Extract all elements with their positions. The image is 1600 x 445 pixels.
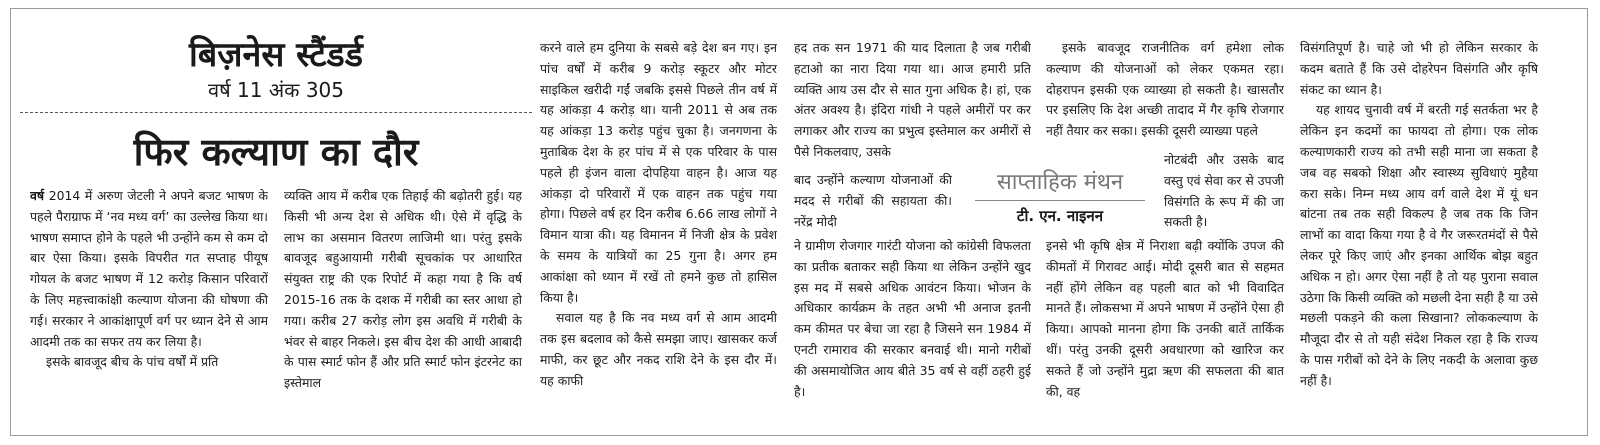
divider — [20, 112, 532, 113]
masthead — [20, 34, 532, 102]
article-column-1 — [30, 186, 268, 426]
issue-number: वर्ष 11 अंक 305 — [207, 78, 344, 102]
paragraph: सवाल यह है कि नव मध्य वर्ग से आम आदमी तक इस बदलाव को कैसे समझा जाए। खासकर कर्ज माफी, कर छूट और नकद राशि देने के इस दौर में। यह काफी — [540, 310, 777, 388]
paragraph: इसके बावजूद बीच के पांच वर्षों में प्रति — [46, 354, 219, 370]
paragraph: हद तक सन 1971 की याद दिलाता है जब गरीबी हटाओ का नारा दिया गया था। आज हमारी प्रति व्यक्ति आय उस दौर से सात गुना अधिक है। हां, एक अंतर अवश्य है। इंदिरा गांधी ने पहले अमीरों पर कर लगाकर और राज्य का प्रभुत्व इस्तेमाल कर अमीरों से पैसे निकलवाए, उसके — [794, 40, 1031, 159]
column-label: साप्ताहिक मंथन — [996, 170, 1124, 195]
article-column-4 — [794, 38, 1031, 164]
article-column-5-bottom — [1046, 236, 1284, 426]
article-column-4-bottom — [794, 236, 1031, 426]
paragraph: यह शायद चुनावी वर्ष में बरती गई सतर्कता भर है लेकिन इन कदमों का फायदा तो होगा। एक लोक कल्याणकारी राज्य को तभी सही माना जा सकता है जब वह सबको शिक्षा और स्वास्थ्य सुविधाएं मुहैया करा सके। निम्न मध्य आय वर्ग वाले देश में यूं धन बांटना तब तक सही विकल्प है जब तक कि जिन लाभों का वादा किया गया है वे गैर जरूरतमंदों से पैसे लेकर पूरे किए जाएं और इनका आर्थिक बोझ बहुत अधिक न हो। अगर ऐसा नहीं है तो यह पुराना सवाल उठेगा कि किसी व्यक्ति को मछली देना सही है या उसे मछली पकड़ने की कला सिखाना? लोककल्याण के मौजूदा दौर से तो यही संदेश निकल रहा है कि राज्य के पास गरीबों को देने के लिए नकदी के अलावा कुछ नहीं है। — [1300, 102, 1538, 388]
divider — [975, 200, 1145, 201]
paragraph: इनसे भी कृषि क्षेत्र में निराशा बढ़ी क्योंकि उपज की कीमतों में गिरावट आई। मोदी दूसरी बात से सहमत नहीं होंगे लेकिन वह पहली बात को भी विवादित मानते हैं। लोकसभा में अपने भाषण में उन्होंने ऐसा ही किया। आपको मानना होगा कि उनकी बातें तार्किक थीं। परंतु उनकी दूसरी अवधारणा को खारिज कर सकते हैं जो उन्होंने मुद्रा ऋण की सफलता की बात की, वह — [1046, 238, 1284, 399]
article-column-5-wrap — [1164, 150, 1284, 236]
article-column-5 — [1046, 38, 1284, 164]
paragraph: विसंगतिपूर्ण है। चाहे जो भी हो लेकिन सरकार के कदम बताते हैं कि उसे दोहरेपन विसंगति और कृषि संकट का ध्यान है। — [1300, 40, 1538, 97]
paragraph: व्यक्ति आय में करीब एक तिहाई की बढ़ोतरी हुई। यह किसी भी अन्य देश से अधिक थी। ऐसे में वृद्धि के लाभ का असमान वितरण लाजिमी था। परंतु इसके बावजूद बहुआयामी गरीबी सूचकांक पर आधारित संयुक्त राष्ट्र की एक रिपोर्ट में कहा गया है कि वर्ष 2015-16 तक के दशक में गरीबी का स्तर आधा हो गया। करीब 27 करोड़ लोग इस अवधि में गरीबी के भंवर से बाहर निकले। इस बीच देश की आधी आबादी के पास स्मार्ट फोन हैं और प्रति स्मार्ट फोन इंटरनेट का इस्तेमाल — [284, 188, 522, 391]
article-column-4-wrap — [794, 170, 952, 234]
article-column-6 — [1300, 38, 1538, 428]
author-name: टी. एन. नाइनन — [1016, 207, 1104, 225]
paragraph: इसके बावजूद राजनीतिक वर्ग हमेशा लोक कल्याण की योजनाओं को लेकर एकमत रहा। दोहरापन इसकी एक व्याख्या हो सकती है। खासतौर पर इसलिए कि देश अच्छी तादाद में गैर कृषि रोजगार नहीं तैयार कर सका। इसकी दूसरी व्याख्या पहले — [1046, 40, 1284, 139]
article-headline: फिर कल्याण का दौर — [133, 130, 419, 174]
paragraph: ने ग्रामीण रोजगार गारंटी योजना को कांग्रेसी विफलता का प्रतीक बताकर सही किया था लेकिन उन्होंने खुद इस मद में सबसे अधिक आवंटन किया। भोजन के अधिकार कार्यक्रम के तहत अभी भी अनाज इतनी कम कीमत पर बेचा जा रहा है जिसने सन 1984 में एनटी रामाराव की सरकार बनवाई थी। मानो गरीबों की असमायोजित आय बीते 35 वर्ष से वहीं ठहरी हुई है। — [794, 238, 1031, 399]
lead-word: वर्ष — [30, 188, 45, 203]
paragraph: 2014 में अरुण जेटली ने अपने बजट भाषण के पहले पैराग्राफ में ‘नव मध्य वर्ग’ का उल्लेख किया था। भाषण समाप्त होने के पहले भी उन्होंने कम से कम दो बार ऐसा किया। इसके विपरीत गत सप्ताह पीयूष गोयल के बजट भाषण में 12 करोड़ किसान परिवारों के लिए महत्त्वाकांक्षी कल्याण योजना की घोषणा की गई। सरकार ने आकांक्षापूर्ण वर्ग पर ध्यान देने से आम आदमी तक का सफर तय कर लिया है। — [30, 188, 268, 349]
paragraph: करने वाले हम दुनिया के सबसे बड़े देश बन गए। इन पांच वर्षों में करीब 9 करोड़ स्कूटर और मोटर साइकिल खरीदी गईं जबकि इससे पिछले तीन वर्ष में यह आंकड़ा 4 करोड़ था। यानी 2011 से अब तक यह आंकड़ा 13 करोड़ पहुंच चुका है। जनगणना के मुताबिक देश के हर पांच में से एक परिवार के पास पहले ही इंजन वाला दोपहिया वाहन है। आज यह आंकड़ा दो परिवारों में एक वाहन तक पहुंच गया होगा। पिछले वर्ष हर दिन करीब 6.66 लाख लोगों ने विमान यात्रा की। यह विमानन में निजी क्षेत्र के प्रवेश के समय के यात्रियों का 25 गुना है। अगर हम आकांक्षा को ध्यान में रखें तो हमने कुछ तो हासिल किया है। — [540, 40, 777, 305]
article-column-2 — [284, 186, 522, 426]
article-column-3 — [540, 38, 777, 428]
paragraph: नोटबंदी और उसके बाद वस्तु एवं सेवा कर से उपजी विसंगति के रूप में की जा सकती है। — [1164, 152, 1284, 230]
paragraph: बाद उन्होंने कल्याण योजनाओं की मदद से गरीबों की सहायता की। नरेंद्र मोदी — [794, 172, 952, 229]
newspaper-brand: बिज़नेस स्टैंडर्ड — [189, 35, 363, 75]
